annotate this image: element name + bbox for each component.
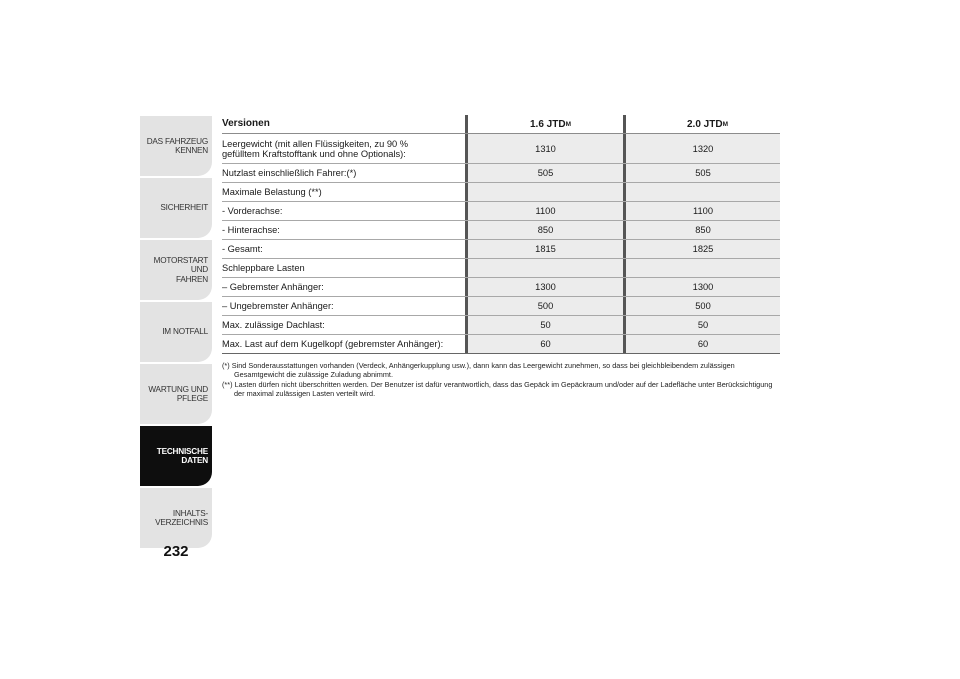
footnotes (222, 361, 780, 399)
header-col-2-main: 2.0 JTD (687, 118, 723, 130)
row-value-1: 50 (465, 316, 623, 334)
row-value-2: 60 (623, 335, 780, 353)
row-label: Maximale Belastung (**) (222, 187, 322, 197)
header-col-2 (623, 115, 780, 133)
row-value-2: 1100 (623, 202, 780, 220)
table-row (222, 164, 780, 183)
weights-table (222, 115, 780, 354)
row-label: - Gesamt: (222, 244, 263, 254)
header-col-1-sub: M (565, 120, 571, 128)
row-value-1: 500 (465, 297, 623, 315)
row-value-1: 60 (465, 335, 623, 353)
header-col-2-sub: M (722, 120, 728, 128)
page-number: 232 (163, 543, 189, 560)
row-value-2: 1320 (623, 134, 780, 163)
table-row (222, 259, 780, 278)
row-label: Max. Last auf dem Kugelkopf (gebremster Anhänger): (222, 339, 444, 349)
row-value-2: 1300 (623, 278, 780, 296)
row-value-1 (465, 183, 623, 201)
row-value-1: 505 (465, 164, 623, 182)
tab-inhaltsverzeichnis[interactable] (140, 488, 212, 548)
row-label: Nutzlast einschließlich Fahrer:(*) (222, 168, 357, 178)
tab-label: DAS FAHRZEUG KENNEN (146, 136, 208, 155)
row-value-2 (623, 183, 780, 201)
row-label: - Hinterachse: (222, 225, 280, 235)
table-row (222, 335, 780, 354)
table-row (222, 183, 780, 202)
table-row (222, 297, 780, 316)
tab-label: IM NOTFALL (162, 327, 208, 337)
chapter-tabs (140, 116, 212, 550)
tab-motorstart-und-fahren[interactable] (140, 240, 212, 300)
tab-label: WARTUNG UND PFLEGE (148, 384, 208, 403)
row-value-2: 850 (623, 221, 780, 239)
row-value-1: 1815 (465, 240, 623, 258)
row-value-2: 1825 (623, 240, 780, 258)
table-row (222, 202, 780, 221)
header-col-1-main: 1.6 JTD (530, 118, 566, 130)
table-row (222, 316, 780, 335)
table-row (222, 134, 780, 164)
tab-wartung-und-pflege[interactable] (140, 364, 212, 424)
tab-technische-daten[interactable] (140, 426, 212, 486)
row-value-1: 850 (465, 221, 623, 239)
row-label: Max. zulässige Dachlast: (222, 320, 325, 330)
row-label: – Ungebremster Anhänger: (222, 301, 334, 311)
header-col-1 (465, 115, 623, 133)
row-value-2: 50 (623, 316, 780, 334)
tab-label: SICHERHEIT (160, 203, 208, 213)
row-label: Leergewicht (mit allen Flüssigkeiten, zu 90 % gefülltem Kraftstofftank und ohne Optionals): (222, 138, 409, 159)
table-header-row (222, 115, 780, 134)
row-value-1 (465, 259, 623, 277)
table-row (222, 278, 780, 297)
header-versionen: Versionen (222, 115, 465, 133)
row-value-1: 1310 (465, 134, 623, 163)
row-label: Schleppbare Lasten (222, 263, 305, 273)
row-label: - Vorderachse: (222, 206, 283, 216)
table-row (222, 221, 780, 240)
footnote-2: (**) Lasten dürfen nicht überschritten werden. Der Benutzer ist dafür verantwortlich, dass das Gepäck im Gepäckraum und/oder auf der Ladefläche unter Berücksichtigung der maximal zulässigen Lasten verteilt wird. (222, 379, 773, 399)
tab-das-fahrzeug-kennen[interactable] (140, 116, 212, 176)
table-row (222, 240, 780, 259)
footnote-1: (*) Sind Sonderausstattungen vorhanden (Verdeck, Anhängerkupplung usw.), dann kann das Leergewicht zunehmen, so dass bei gleichbleibendem zulässigen Gesamtgewicht die zulässige Zuladung abnimmt. (222, 361, 735, 380)
row-label: – Gebremster Anhänger: (222, 282, 324, 292)
tab-label: INHALTS- VERZEICHNIS (155, 508, 208, 527)
row-value-1: 1300 (465, 278, 623, 296)
tab-label: TECHNISCHE DATEN (156, 446, 208, 465)
row-value-2: 500 (623, 297, 780, 315)
tab-label: MOTORSTART UND FAHREN (153, 255, 208, 284)
tab-sicherheit[interactable] (140, 178, 212, 238)
row-value-1: 1100 (465, 202, 623, 220)
tab-im-notfall[interactable] (140, 302, 212, 362)
row-value-2: 505 (623, 164, 780, 182)
row-value-2 (623, 259, 780, 277)
